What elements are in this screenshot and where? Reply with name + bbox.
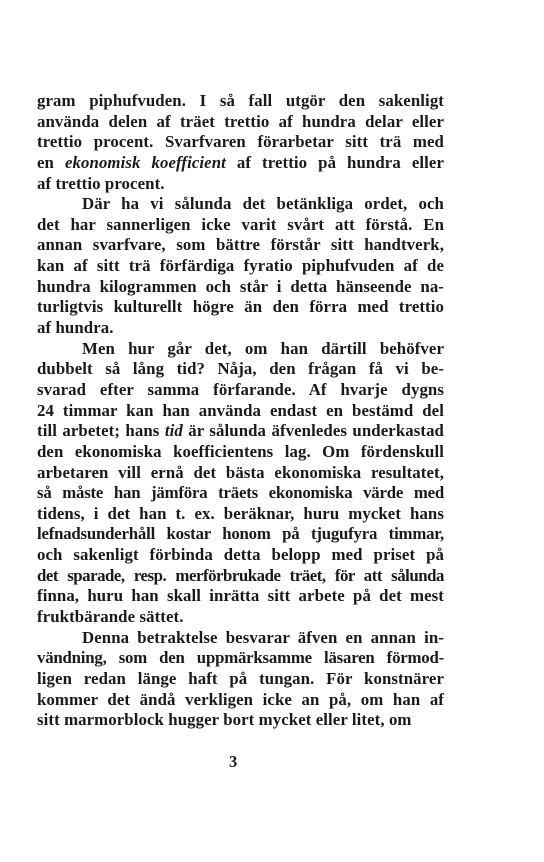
text-run: af hundra. [37,318,114,338]
paragraph [37,339,444,628]
text-run: turligtvis kulturellt högre än den förra med trettio [37,297,444,317]
text-run: det har sannerligen icke varit svårt att förstå. En [37,214,444,234]
text-run: fruktbärande sättet. [37,607,184,627]
text-line [37,174,444,195]
page-number: 3 [229,752,238,771]
text-run: är sålunda äfvenledes underkastad [182,421,444,441]
text-line [37,566,444,587]
text-line [37,504,444,525]
text-run: af trettio på hundra eller [225,152,444,172]
text-line [37,359,444,380]
text-line [37,194,444,215]
text-line [37,297,444,318]
text-line [37,669,444,690]
text-run: så måste han jämföra träets ekonomiska värde med [37,483,444,503]
text-run: Där ha vi sålunda det betänkliga ordet, och [82,194,444,214]
text-run: lefnadsunderhåll kostar honom på tjugufyra timmar, [37,524,444,544]
body-text [37,91,444,731]
text-run: arbetaren vill ernå det bästa ekonomiska resultatet, [37,462,444,482]
text-line [37,545,444,566]
text-line [37,277,444,298]
emphasized-text: ekonomisk koefficient [64,152,226,172]
text-run: använda delen af träet trettio af hundra delar eller [37,111,444,131]
text-run: ligen redan länge haft på tungan. För konstnärer [37,668,444,688]
text-run: den ekonomiska koefficientens lag. Om fördenskull [37,441,444,461]
emphasized-text: tid [164,421,183,441]
text-run: kan af sitt trä förfärdiga fyratio piphufvuden af de [37,256,444,276]
text-line [37,153,444,174]
text-line [37,483,444,504]
text-run: Men hur går det, om han därtill behöfver [82,338,444,358]
paragraph [37,628,444,731]
text-line [37,710,444,731]
text-run: till arbetet; hans [37,421,165,441]
text-run: vändning, som den uppmärksamme läsaren förmod- [37,648,444,668]
text-run: sitt marmorblock hugger bort mycket eller litet, om [37,710,412,730]
text-run: annan svarfvare, som bättre förstår sitt handtverk, [37,235,444,255]
text-line [37,256,444,277]
text-run: hundra kilogrammen och står i detta hänseende na- [37,276,444,296]
paragraph [37,194,444,338]
text-line [37,648,444,669]
text-line [37,318,444,339]
text-line [37,132,444,153]
text-run: Denna betraktelse besvarar äfven en annan in- [82,627,444,647]
text-run: och sakenligt förbinda detta belopp med priset på [37,545,444,565]
text-run: finna, huru han skall inrätta sitt arbete på det mest [37,586,444,606]
text-run: trettio procent. Svarfvaren förarbetar sitt trä med [37,132,444,152]
text-run: tidens, i det han t. ex. beräknar, huru mycket hans [37,503,444,523]
text-line [37,339,444,360]
text-line [37,463,444,484]
text-line [37,91,444,112]
text-line [37,690,444,711]
text-line [37,380,444,401]
text-run: 24 timmar kan han använda endast en bestämd del [37,400,444,420]
text-line [37,524,444,545]
text-run: det sparade, resp. merförbrukade träet, för att sålunda [37,565,444,585]
text-line [37,607,444,628]
text-line [37,401,444,422]
text-line [37,112,444,133]
text-line [37,215,444,236]
text-run: gram piphufvuden. I så fall utgör den sakenligt [37,91,444,110]
text-run: en [37,152,65,172]
text-run: af trettio procent. [37,173,165,193]
text-run: kommer det ändå verkligen icke an på, om han af [37,689,444,709]
text-line [37,421,444,442]
paragraph [37,91,444,194]
text-line [37,586,444,607]
text-line [37,628,444,649]
text-line [37,442,444,463]
text-line [37,235,444,256]
text-run: dubbelt så lång tid? Nåja, den frågan få vi be- [37,359,444,379]
text-run: svarad efter samma förfarande. Af hvarje dygns [37,379,444,399]
